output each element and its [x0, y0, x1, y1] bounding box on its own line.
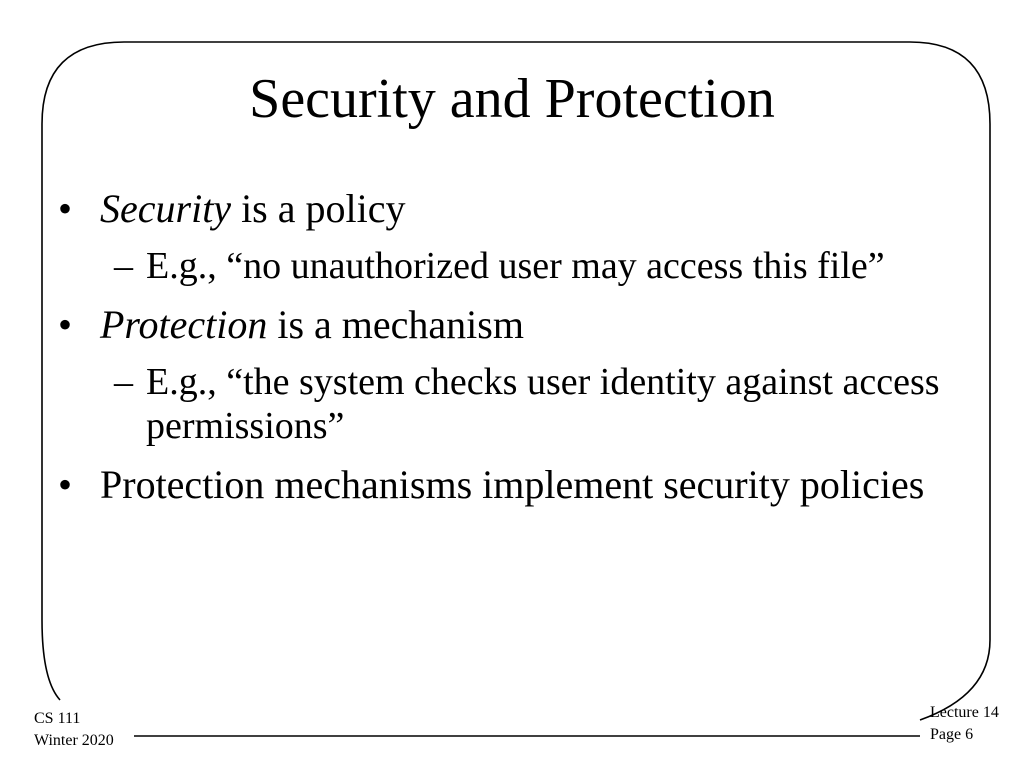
term-security: Security [100, 186, 232, 231]
page-number: Page 6 [930, 726, 974, 743]
sub-bullet-text: E.g., “no unauthorized user may access this file” [146, 245, 885, 287]
bullet-text: is a mechanism [267, 302, 524, 347]
bullet-text: is a policy [231, 186, 406, 231]
dash-marker: – [114, 245, 133, 287]
sub-bullet-text: E.g., “the system checks user identity against access permissions” [146, 361, 940, 447]
course-code: CS 111 [34, 710, 81, 727]
bullet-text: Protection mechanisms implement security policies [100, 462, 925, 507]
bullet-marker: • [58, 462, 73, 507]
bullet-mechanisms-implement-policies [58, 460, 958, 510]
footer-lecture-info [930, 702, 999, 746]
lecture-number: Lecture 14 [930, 704, 999, 721]
bullet-marker: • [58, 186, 73, 231]
bullet-protection [58, 300, 958, 350]
course-term: Winter 2020 [34, 732, 114, 749]
sub-bullet-security-example [58, 244, 958, 288]
bullet-security [58, 184, 958, 234]
slide-title: Security and Protection [249, 68, 775, 130]
dash-marker: – [114, 361, 133, 403]
bullet-marker: • [58, 302, 73, 347]
footer-course-info [34, 708, 114, 752]
term-protection: Protection [100, 302, 268, 347]
slide-body [58, 184, 958, 520]
sub-bullet-protection-example [58, 360, 958, 448]
